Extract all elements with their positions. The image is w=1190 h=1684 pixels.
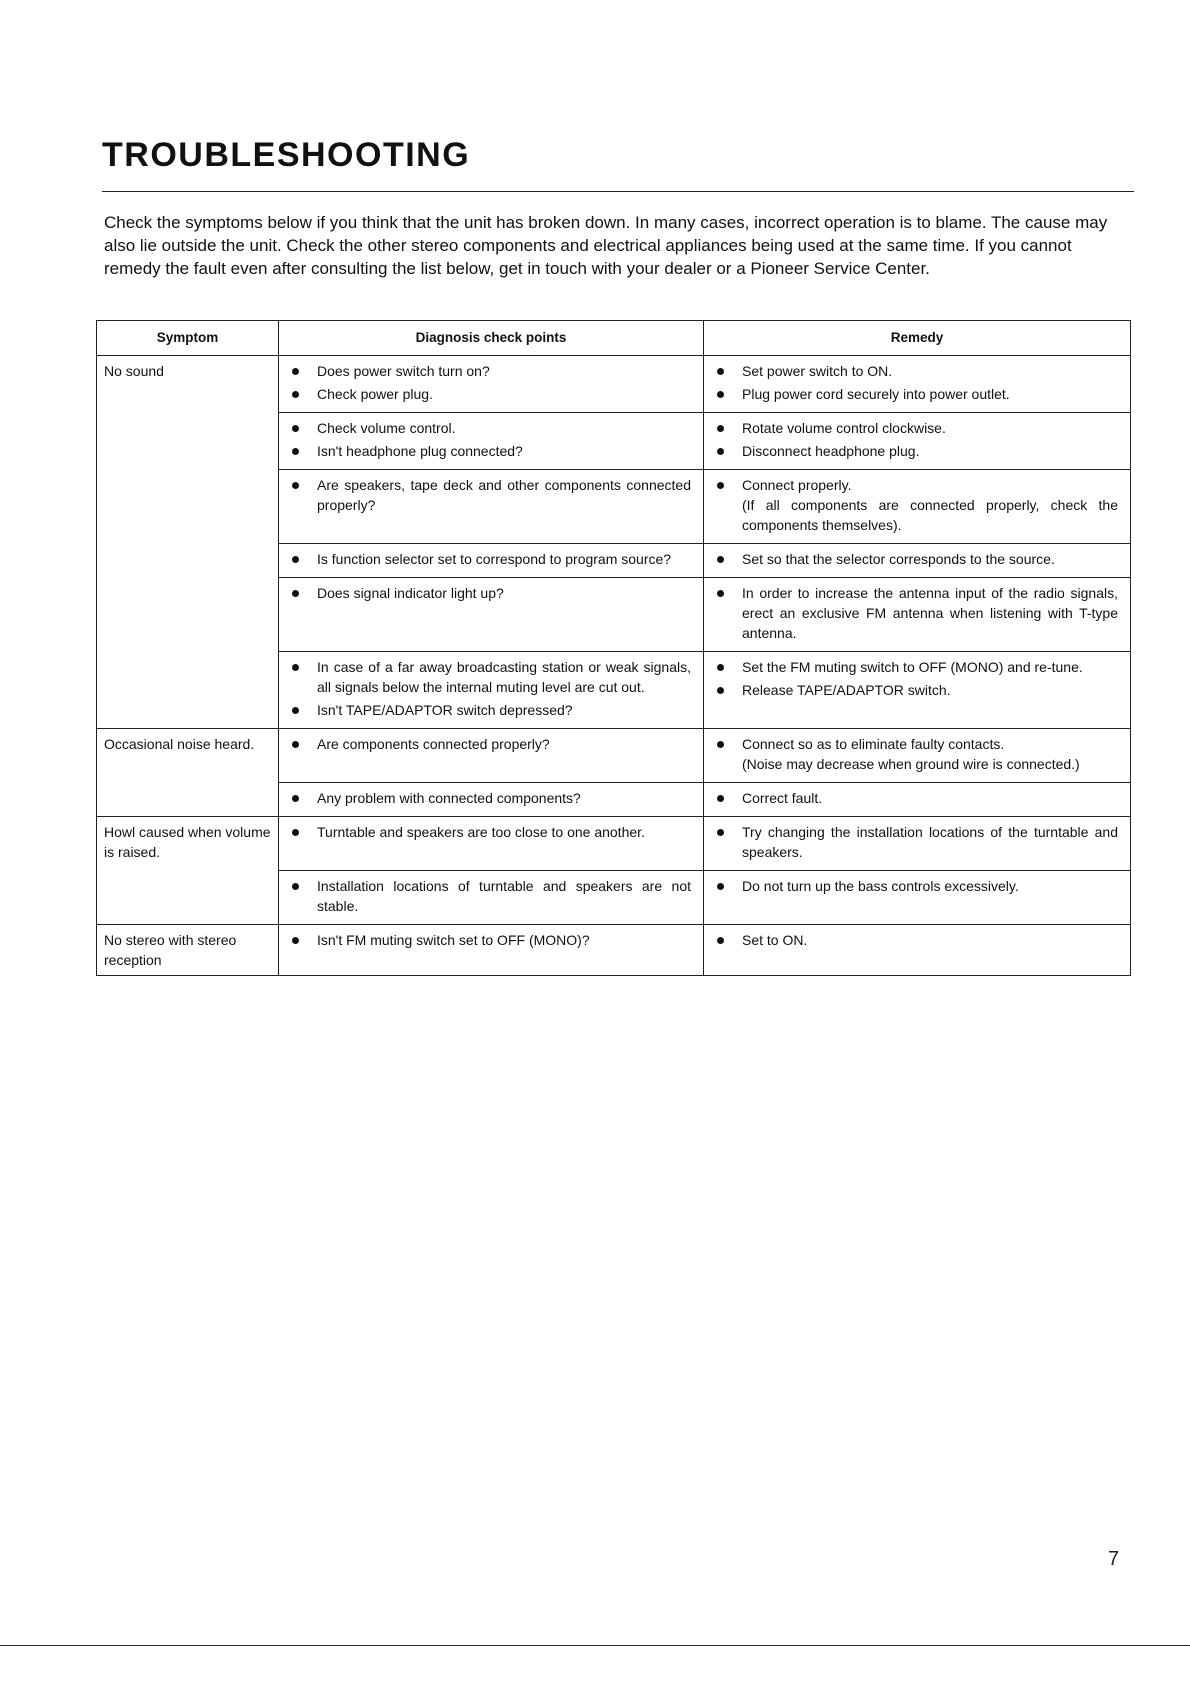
remedy-item: Connect properly. xyxy=(714,475,1118,495)
check-point-cell xyxy=(279,413,704,470)
check-point-cell xyxy=(279,817,704,871)
remedy-item: Do not turn up the bass controls excessively. xyxy=(714,876,1118,896)
check-point-item: Is function selector set to correspond to program source? xyxy=(289,549,691,569)
remedy-item: Correct fault. xyxy=(714,788,1118,808)
check-point-item: Isn't headphone plug connected? xyxy=(289,441,691,461)
check-point-item: Installation locations of turntable and speakers are not stable. xyxy=(289,876,691,916)
table-row xyxy=(97,925,1131,976)
check-point-item: Check power plug. xyxy=(289,384,691,404)
remedy-cell xyxy=(704,578,1131,652)
remedy-note: (Noise may decrease when ground wire is connected.) xyxy=(742,756,1080,772)
intro-paragraph: Check the symptoms below if you think that the unit has broken down. In many cases, incorrect operation is to blame. The cause may also lie outside the unit. Check the other stereo components and electrical appliances being used at the same time. If you cannot remedy the fault even after consulting the list below, get in touch with your dealer or a Pioneer Service Center. xyxy=(104,213,1108,278)
remedy-list xyxy=(714,361,1118,404)
check-point-cell xyxy=(279,652,704,729)
remedy-cell xyxy=(704,817,1131,871)
remedy-list xyxy=(714,876,1118,896)
remedy-cell xyxy=(704,413,1131,470)
remedy-list xyxy=(714,549,1118,569)
symptom-cell: Occasional noise heard. xyxy=(97,729,279,817)
check-point-list xyxy=(289,549,691,569)
remedy-item: Set so that the selector corresponds to the source. xyxy=(714,549,1118,569)
remedy-item: Try changing the installation locations of the turntable and speakers. xyxy=(714,822,1118,862)
symptom-cell: No sound xyxy=(97,356,279,729)
title-divider xyxy=(102,191,1134,192)
remedy-list xyxy=(714,930,1118,950)
remedy-item: Release TAPE/ADAPTOR switch. xyxy=(714,680,1118,700)
check-point-cell xyxy=(279,578,704,652)
remedy-item: Set power switch to ON. xyxy=(714,361,1118,381)
header-remedy: Remedy xyxy=(704,321,1131,356)
table-row xyxy=(97,356,1131,413)
check-point-list xyxy=(289,822,691,842)
check-point-list xyxy=(289,418,691,461)
remedy-item: Set the FM muting switch to OFF (MONO) and re-tune. xyxy=(714,657,1118,677)
symptom-cell: No stereo with stereo reception xyxy=(97,925,279,976)
remedy-cell xyxy=(704,356,1131,413)
check-point-list xyxy=(289,734,691,754)
check-point-list xyxy=(289,361,691,404)
check-point-cell xyxy=(279,470,704,544)
remedy-item: Connect so as to eliminate faulty contacts. xyxy=(714,734,1118,754)
remedy-item: In order to increase the antenna input of the radio signals, erect an exclusive FM antenna when listening with T-type antenna. xyxy=(714,583,1118,643)
remedy-cell xyxy=(704,925,1131,976)
remedy-item: Rotate volume control clockwise. xyxy=(714,418,1118,438)
remedy-item: Set to ON. xyxy=(714,930,1118,950)
remedy-cell xyxy=(704,652,1131,729)
remedy-list xyxy=(714,583,1118,643)
troubleshooting-table xyxy=(96,320,1131,976)
remedy-list xyxy=(714,734,1118,754)
remedy-list xyxy=(714,418,1118,461)
remedy-cell xyxy=(704,783,1131,817)
table-header-row xyxy=(97,321,1131,356)
remedy-item: Plug power cord securely into power outlet. xyxy=(714,384,1118,404)
symptom-cell: Howl caused when volume is raised. xyxy=(97,817,279,925)
page-title: TROUBLESHOOTING xyxy=(102,136,471,174)
check-point-cell xyxy=(279,729,704,783)
check-point-item: In case of a far away broadcasting station or weak signals, all signals below the internal muting level are cut out. xyxy=(289,657,691,697)
check-point-list xyxy=(289,788,691,808)
check-point-item: Turntable and speakers are too close to one another. xyxy=(289,822,691,842)
check-point-cell xyxy=(279,544,704,578)
check-point-item: Are components connected properly? xyxy=(289,734,691,754)
remedy-cell xyxy=(704,729,1131,783)
check-point-cell xyxy=(279,356,704,413)
check-point-cell xyxy=(279,925,704,976)
page-number: 7 xyxy=(1108,1548,1120,1570)
table-row xyxy=(97,817,1131,871)
remedy-cell xyxy=(704,470,1131,544)
check-point-list xyxy=(289,930,691,950)
check-point-list xyxy=(289,657,691,720)
check-point-item: Does power switch turn on? xyxy=(289,361,691,381)
check-point-item: Any problem with connected components? xyxy=(289,788,691,808)
check-point-item: Check volume control. xyxy=(289,418,691,438)
remedy-list xyxy=(714,822,1118,862)
check-point-cell xyxy=(279,783,704,817)
check-point-item: Isn't TAPE/ADAPTOR switch depressed? xyxy=(289,700,691,720)
check-point-item: Does signal indicator light up? xyxy=(289,583,691,603)
remedy-item: Disconnect headphone plug. xyxy=(714,441,1118,461)
check-point-item: Are speakers, tape deck and other components connected properly? xyxy=(289,475,691,515)
check-point-list xyxy=(289,583,691,603)
table-row xyxy=(97,729,1131,783)
check-point-cell xyxy=(279,871,704,925)
remedy-cell xyxy=(704,871,1131,925)
remedy-list xyxy=(714,657,1118,700)
check-point-item: Isn't FM muting switch set to OFF (MONO)? xyxy=(289,930,691,950)
header-diagnosis-check-points: Diagnosis check points xyxy=(279,321,704,356)
table-body xyxy=(97,356,1131,976)
remedy-note: (If all components are connected properly, check the components themselves). xyxy=(742,497,1118,533)
remedy-list xyxy=(714,788,1118,808)
footer-divider xyxy=(0,1645,1190,1646)
remedy-cell xyxy=(704,544,1131,578)
remedy-list xyxy=(714,475,1118,495)
header-symptom: Symptom xyxy=(97,321,279,356)
check-point-list xyxy=(289,475,691,515)
check-point-list xyxy=(289,876,691,916)
